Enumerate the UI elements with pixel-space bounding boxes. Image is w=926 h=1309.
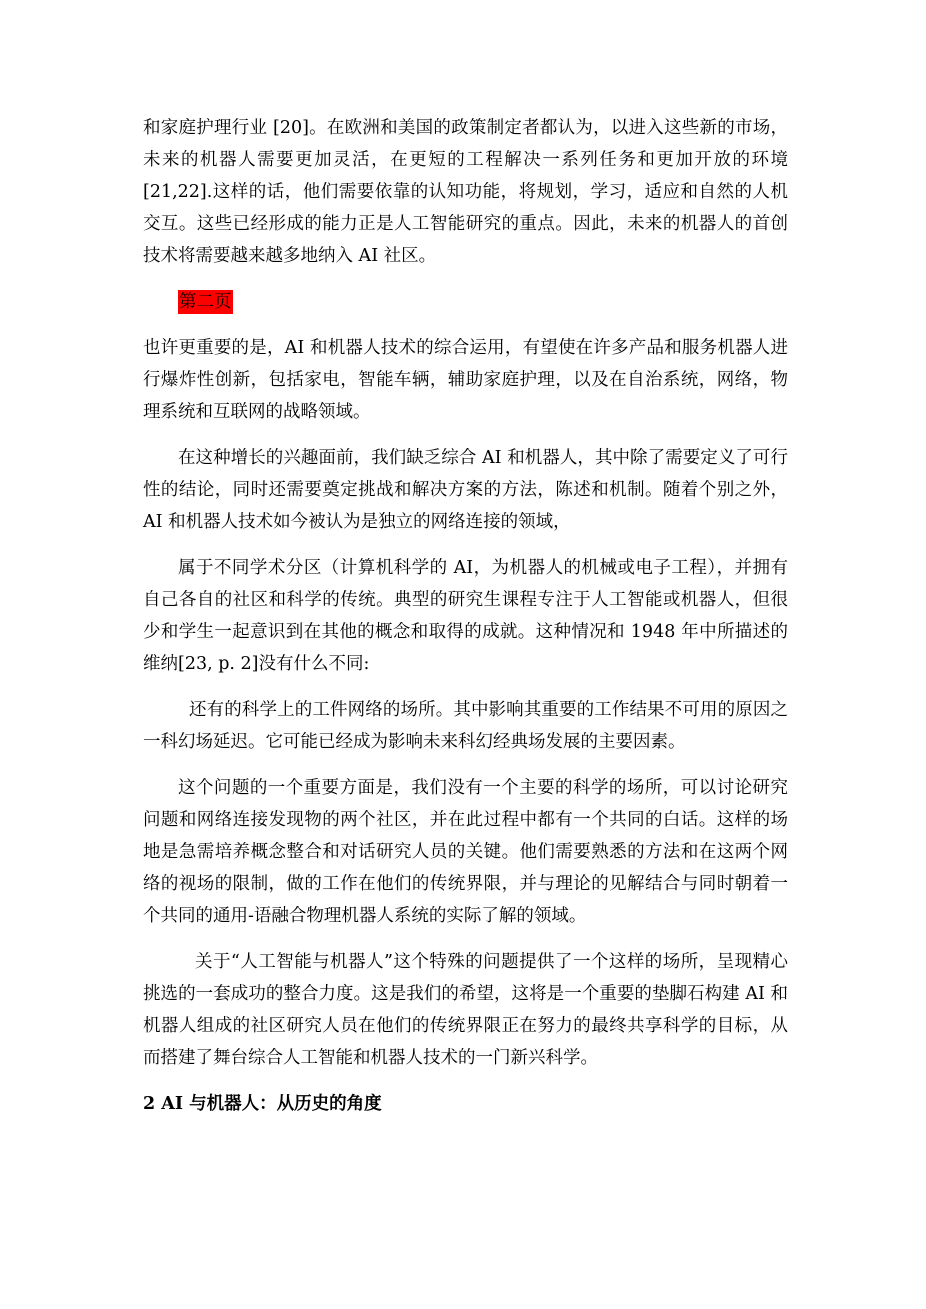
section-heading: 2 AI 与机器人：从历史的角度 bbox=[143, 1094, 382, 1114]
page-marker-label: 第二页 bbox=[179, 292, 232, 312]
paragraph-academic-divisions: 属于不同学术分区（计算机科学的 AI，为机器人的机械或电子工程），并拥有自己各自的社区和科学的传统。典型的研究生课程专注于人工智能或机器人，但很少和学生一起意识到在其他的概念和取得的成就。这种情况和 1948 年中所描述的维纳[23, p. 2]没有什么不同: bbox=[143, 558, 788, 674]
paragraph-scientific-venue: 这个问题的一个重要方面是，我们没有一个主要的科学的场所，可以讨论研究问题和网络连接发现物的两个社区，并在此过程中都有一个共同的白话。这样的场地是急需培养概念整合和对话研究人员的关键。他们需要熟悉的方法和在这两个网络的视场的限制，做的工作在他们的传统界限，并与理论的见解结合与同时朝着一个共同的通用-语融合物理机器人系统的实际了解的领域。 bbox=[143, 778, 788, 926]
paragraph-quote: 还有的科学上的工件网络的场所。其中影响其重要的工作结果不可用的原因之一科幻场延迟。它可能已经成为影响未来科幻经典场发展的主要因素。 bbox=[143, 700, 788, 752]
paragraph-special-issue: 关于“人工智能与机器人”这个特殊的问题提供了一个这样的场所，呈现精心挑选的一套成功的整合力度。这是我们的希望，这将是一个重要的垫脚石构建 AI 和机器人组成的社区研究人员在他们的传统界限正在努力的最终共享科学的目标，从而搭建了舞台综合人工智能和机器人技术的一门新兴科学。 bbox=[143, 952, 788, 1068]
paragraph-growing-interest: 在这种增长的兴趣面前，我们缺乏综合 AI 和机器人，其中除了需要定义了可行性的结论，同时还需要奠定挑战和解决方案的方法，陈述和机制。随着个别之外，AI 和机器人技术如今被认为是独立的网络连接的领域， bbox=[143, 448, 788, 532]
page-marker bbox=[178, 286, 788, 318]
paragraph-integration: 也许更重要的是，AI 和机器人技术的综合运用，有望使在许多产品和服务机器人进行爆炸性创新，包括家电，智能车辆，辅助家庭护理，以及在自治系统，网络，物理系统和互联网的战略领域。 bbox=[143, 338, 788, 422]
paragraph-intro: 和家庭护理行业 [20]。在欧洲和美国的政策制定者都认为，以进入这些新的市场，未来的机器人需要更加灵活，在更短的工程解决一系列任务和更加开放的环境 [21,22].这样的话，他们需要依靠的认知功能，将规划，学习，适应和自然的人机交互。这些已经形成的能力正是人工智能研究的重点。因此，未来的机器人的首创技术将需要越来越多地纳入 AI 社区。 bbox=[143, 118, 788, 266]
document-body bbox=[143, 112, 788, 1120]
